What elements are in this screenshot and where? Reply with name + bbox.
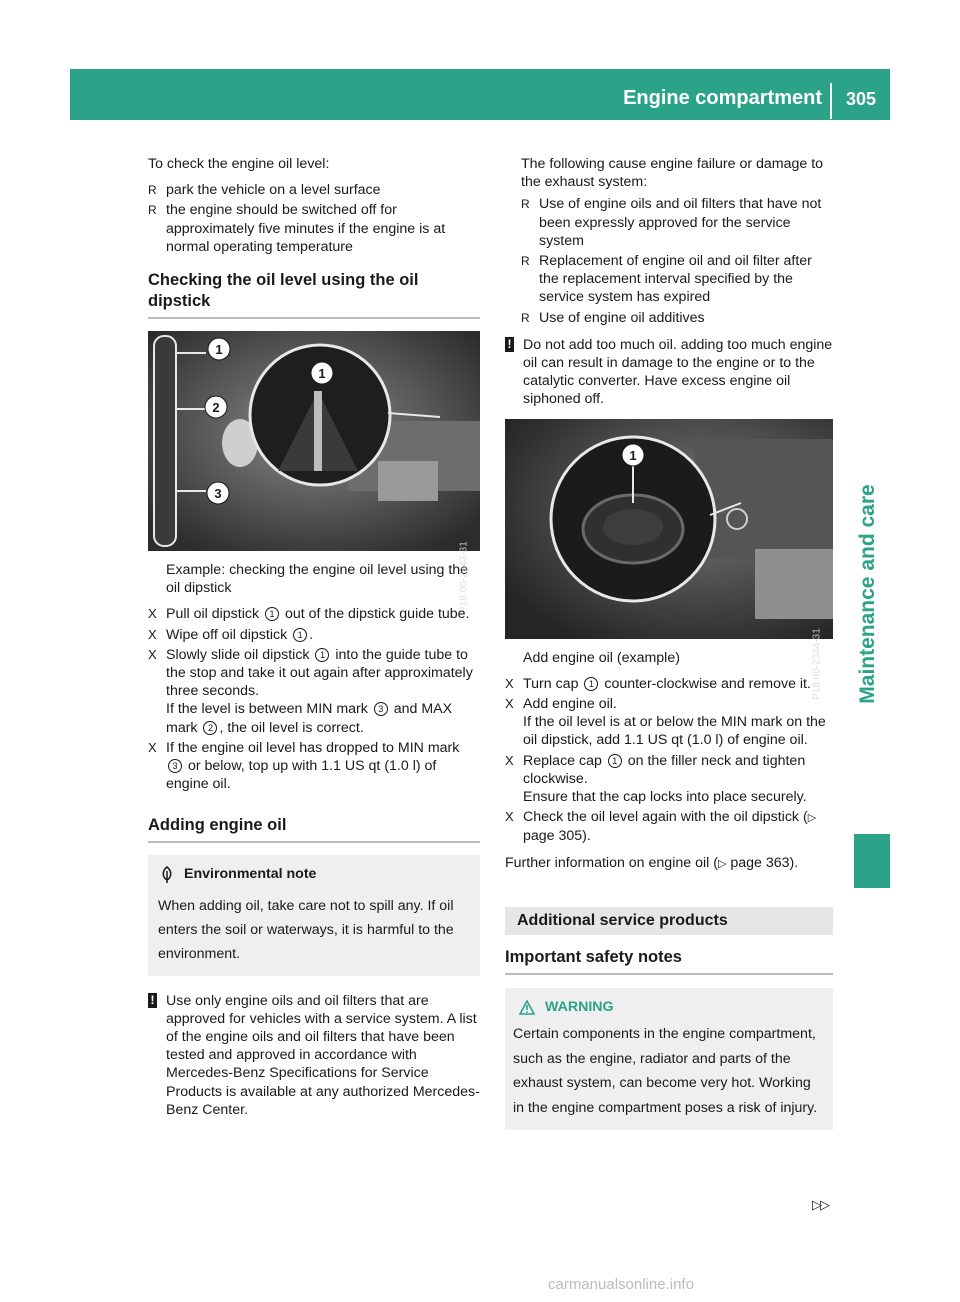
bullet-marker: R — [521, 254, 530, 269]
bullet-marker: R — [148, 183, 157, 198]
figure-caption: Add engine oil (example) — [523, 649, 680, 666]
left-column — [148, 155, 480, 1119]
list-item: R park the vehicle on a level surface — [148, 182, 381, 199]
instruction-step: X Slowly slide oil dipstick 1 into the guide tube to the stop and take it out again after approximately three seconds. If the level is between MIN mark 3 and MAX mark 2 , the oil level is correct. — [148, 646, 473, 736]
callout-number: 1 — [584, 677, 598, 691]
page-ref-arrow-icon: ▷ — [717, 857, 727, 870]
svg-text:2: 2 — [212, 400, 220, 416]
heading-dipstick: Checking the oil level using the oil dipstick — [148, 270, 480, 319]
caution-note: ! Do not add too much oil. adding too much engine oil can result in damage to the engine or to the catalytic converter. Have excess engine oil siphoned off. — [505, 336, 833, 409]
right-column — [505, 155, 833, 1130]
continue-mark: ▷▷ — [812, 1197, 828, 1212]
list-item: R the engine should be switched off for approximately five minutes if the engine is at normal operating temperature — [148, 202, 446, 255]
note-body: When adding oil, take care not to spill any. If oil enters the soil or waterways, it is harmful to the environment. — [158, 897, 454, 962]
step-arrow-icon: X — [505, 809, 514, 825]
page-reference[interactable]: page 305). — [523, 828, 591, 845]
callout-number: 1 — [293, 628, 307, 642]
side-tab-label: Maintenance and care — [856, 484, 879, 704]
page-ref-arrow-icon: ▷ — [807, 812, 817, 825]
instruction-step: X Turn cap 1 counter-clockwise and remove it. — [505, 675, 811, 692]
caution-note: ! Use only engine oils and oil filters that are approved for vehicles with a service system. A list of the engine oils and oil filters that have been tested and approved in accordance with Mercedes-Benz Specifications for Service Products is available at any authorized Mercedes-Benz Center. — [148, 992, 480, 1119]
svg-text:1: 1 — [215, 342, 223, 358]
bullet-marker: R — [521, 197, 530, 212]
instruction-step: X If the engine oil level has dropped to MIN mark 3 or below, top up with 1.1 US qt (1.0 l) of engine oil. — [148, 739, 460, 793]
instruction-step: X Replace cap 1 on the filler neck and tighten clockwise. Ensure that the cap locks into place securely. — [505, 752, 807, 806]
list-item: R Replacement of engine oil and oil filter after the replacement interval specified by the service system has expired — [521, 253, 812, 306]
exclamation-icon: ! — [505, 337, 514, 352]
heading-adding-oil: Adding engine oil — [148, 815, 480, 843]
step-arrow-icon: X — [148, 626, 157, 642]
list-item: R Use of engine oils and oil filters that have not been expressly approved for the service system — [521, 196, 822, 249]
step-arrow-icon: X — [505, 675, 514, 691]
section-title: Engine compartment — [623, 87, 822, 109]
environmental-note — [148, 855, 480, 975]
instruction-step: X Pull oil dipstick 1 out of the dipstick guide tube. — [148, 606, 470, 623]
side-tab — [840, 484, 896, 704]
callout-number: 1 — [265, 607, 279, 621]
step-arrow-icon: X — [505, 696, 514, 712]
heading-safety-notes: Important safety notes — [505, 947, 833, 975]
callout-number: 3 — [374, 702, 388, 716]
step-arrow-icon: X — [148, 739, 157, 755]
instruction-step: X Check the oil level again with the oil dipstick (▷ page 305). — [505, 809, 817, 845]
note-title: Environmental note — [184, 866, 317, 883]
instruction-step: X Add engine oil. If the oil level is at or below the MIN mark on the oil dipstick, add 1.1 US qt (1.0 l) of engine oil. — [505, 696, 826, 749]
callout-number: 3 — [168, 759, 182, 773]
svg-text:1: 1 — [318, 366, 326, 382]
side-tab-marker — [854, 834, 890, 888]
page-header — [70, 69, 890, 120]
leaf-icon — [160, 866, 174, 884]
page-reference[interactable]: page 363). — [726, 854, 799, 871]
bullet-marker: R — [521, 310, 530, 325]
figure-code: P18.00-2344-31 — [811, 628, 823, 701]
bullet-marker: R — [148, 203, 157, 218]
damage-intro: The following cause engine failure or damage to the exhaust system: — [521, 156, 824, 191]
warning-triangle-icon — [519, 1000, 535, 1015]
warning-title: WARNING — [545, 999, 614, 1016]
further-info: Further information on engine oil (▷ page 363). — [505, 854, 799, 871]
step-arrow-icon: X — [148, 646, 157, 662]
filler-cap-illustration — [505, 419, 833, 639]
dipstick-illustration — [148, 331, 480, 551]
instruction-step: X Wipe off oil dipstick 1 . — [148, 626, 314, 643]
figure-caption: Example: checking the engine oil level using the oil dipstick — [166, 562, 469, 597]
callout-number: 1 — [315, 648, 329, 662]
step-arrow-icon: X — [148, 606, 157, 622]
heading-service-products: Additional service products — [505, 907, 833, 935]
exclamation-icon: ! — [148, 993, 157, 1008]
warning-body: Certain components in the engine compartment, such as the engine, radiator and parts of the exhaust system, can become very hot. Working in the engine compartment poses a risk of injury. — [513, 1026, 818, 1116]
callout-number: 2 — [203, 721, 217, 735]
svg-text:1: 1 — [629, 447, 637, 463]
callout-number: 1 — [608, 754, 622, 768]
page-number: 305 — [845, 89, 877, 109]
intro-text: To check the engine oil level: — [148, 156, 330, 172]
figure-code: P18.00-2343-31 — [458, 541, 470, 613]
list-item: R Use of engine oil additives — [521, 309, 705, 326]
warning-panel — [505, 988, 833, 1130]
svg-text:3: 3 — [214, 486, 222, 502]
step-arrow-icon: X — [505, 752, 514, 768]
watermark: carmanualsonline.info — [548, 1276, 694, 1293]
